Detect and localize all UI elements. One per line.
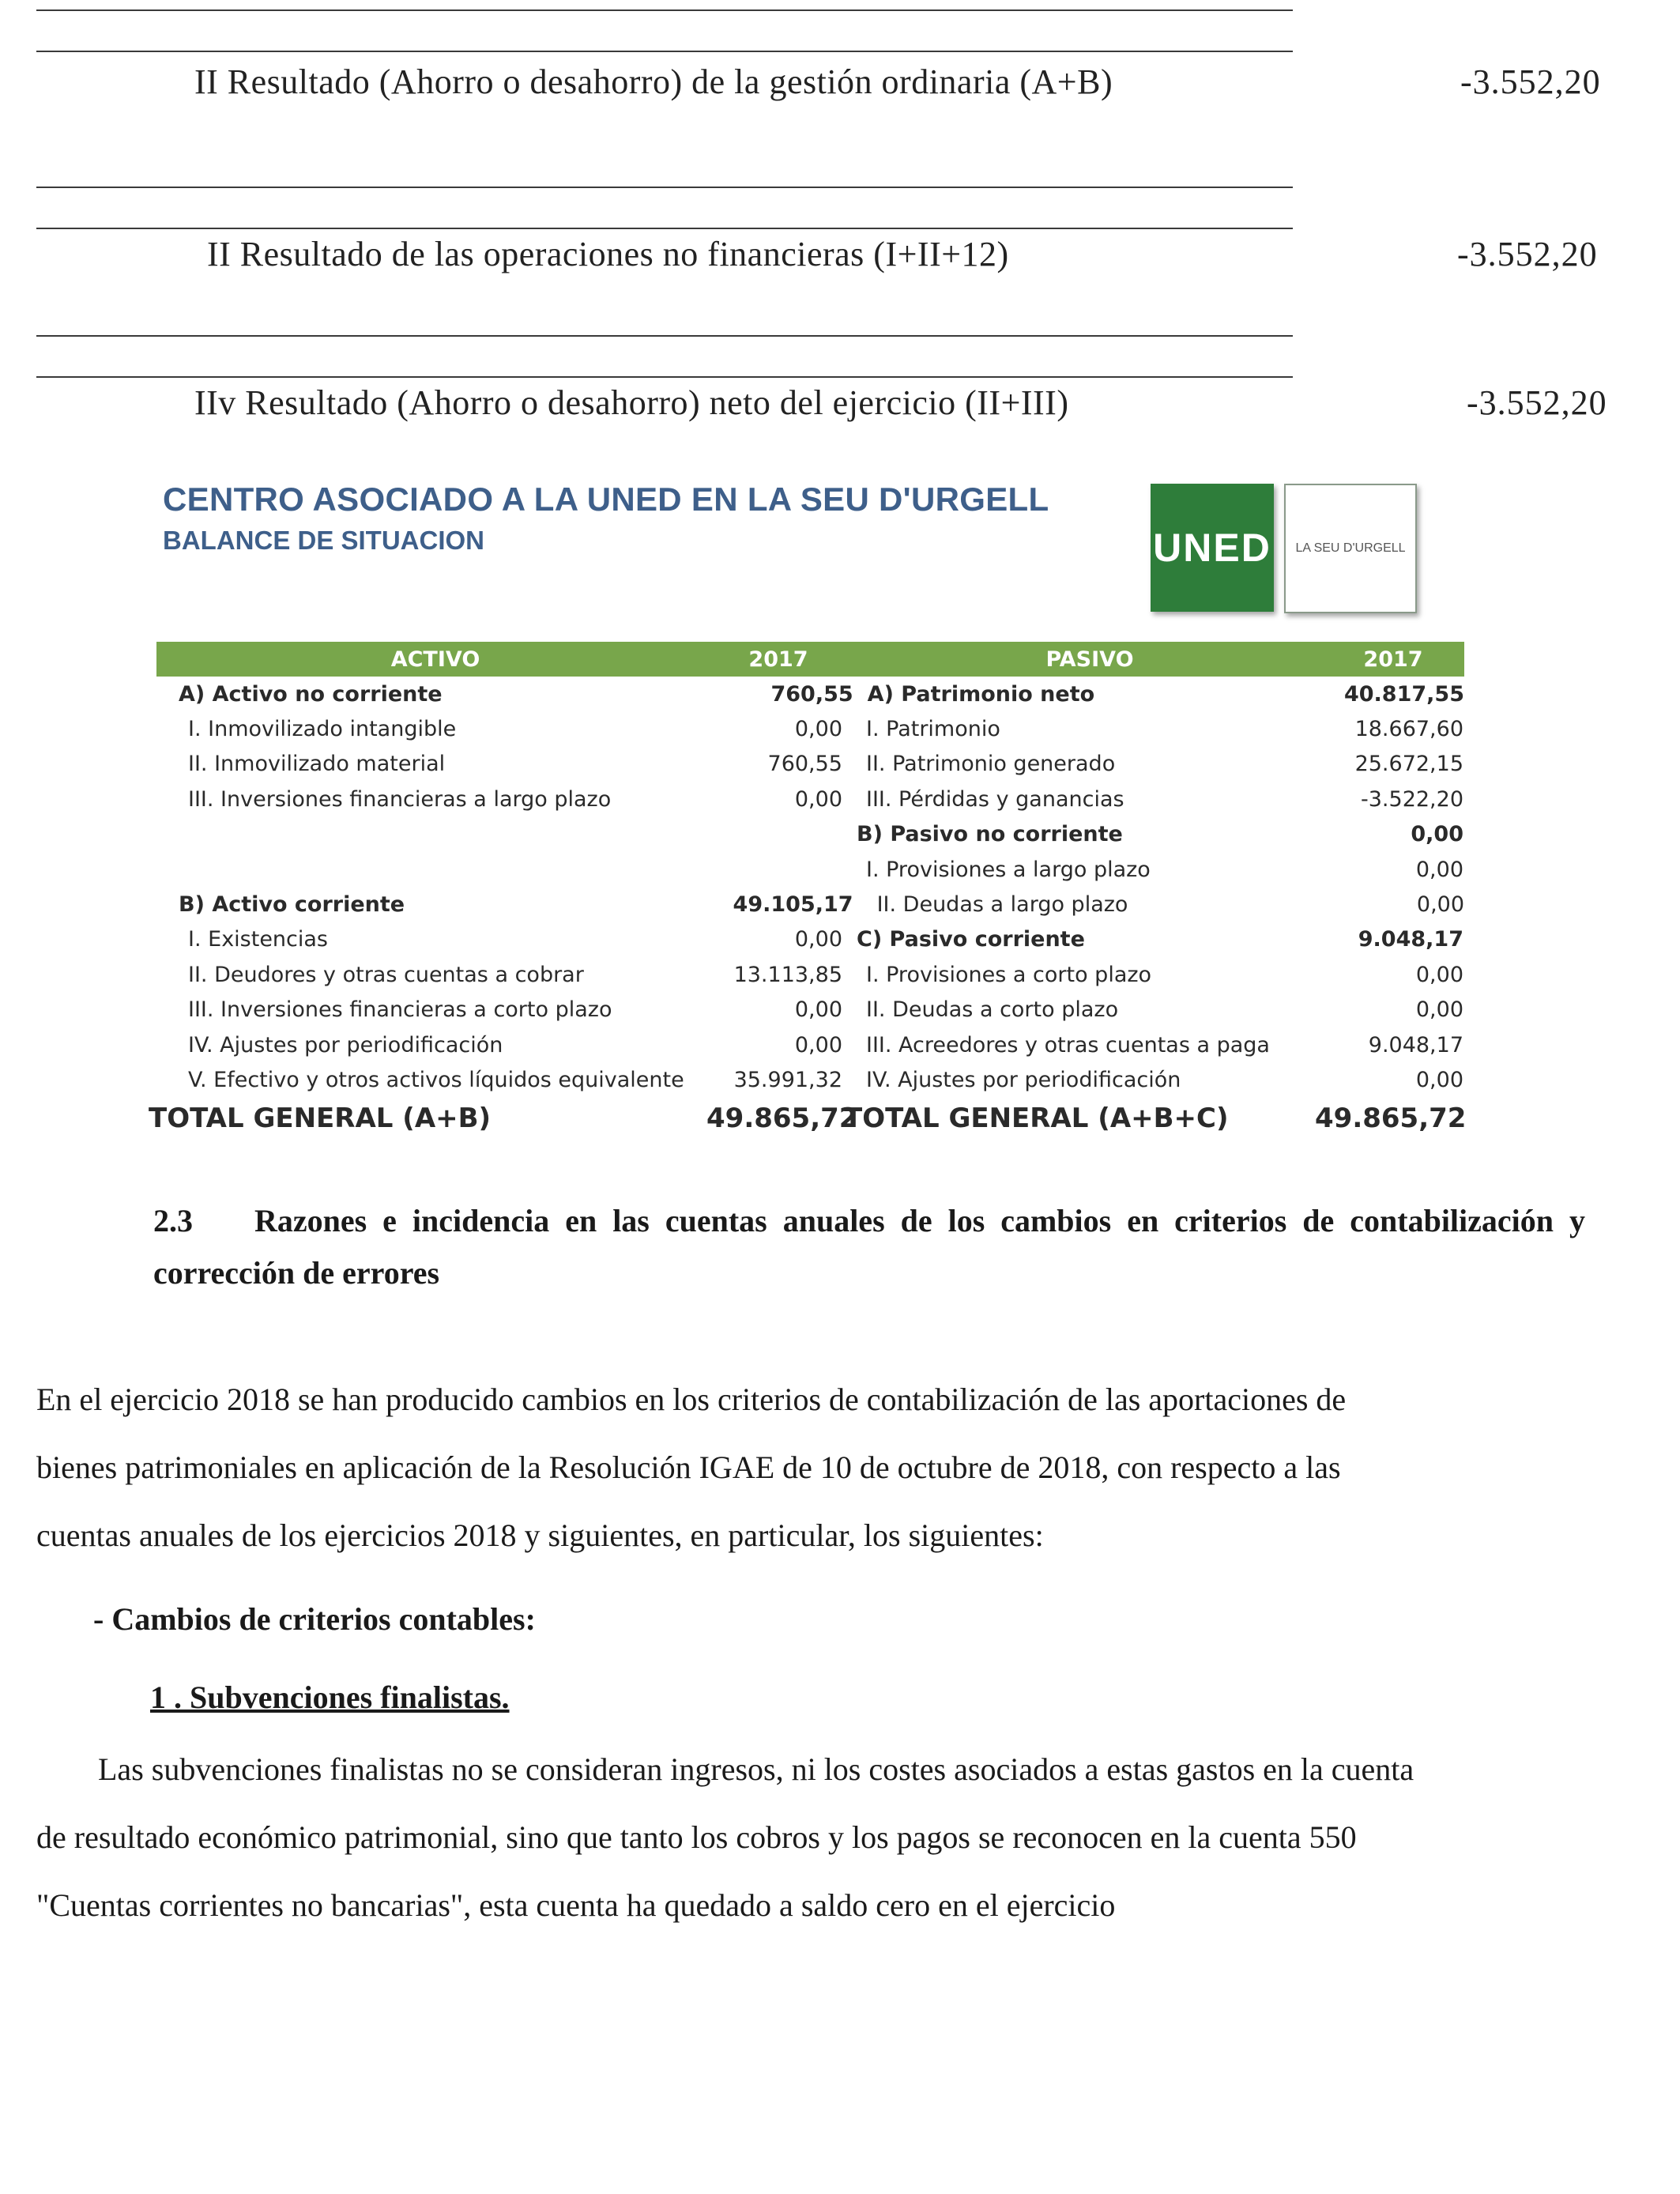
balance-header <box>156 642 1464 677</box>
pasivo-label: B) Pasivo no corriente <box>857 822 1123 847</box>
pasivo-label: C) Pasivo corriente <box>857 927 1085 952</box>
activo-label: II. Deudores y otras cuentas a cobrar <box>188 962 584 987</box>
activo-value: 0,00 <box>794 1032 842 1057</box>
pasivo-label: A) Patrimonio neto <box>867 681 1095 707</box>
pasivo-label: I. Provisiones a corto plazo <box>866 962 1152 987</box>
balance-row <box>156 922 1464 957</box>
total-pasivo-label: TOTAL GENERAL (A+B+C) <box>844 1102 1229 1134</box>
balance-row <box>156 1027 1464 1062</box>
activo-label: A) Activo no corriente <box>179 681 443 707</box>
total-activo-label: TOTAL GENERAL (A+B) <box>149 1102 492 1134</box>
balance-row <box>156 1062 1464 1097</box>
activo-label: I. Inmovilizado intangible <box>188 717 457 742</box>
balance-total-row <box>149 1098 1467 1139</box>
divider <box>36 9 1293 11</box>
divider <box>36 228 1293 229</box>
result-label-no-financieras: II Resultado de las operaciones no financieras (I+II+12) <box>207 235 1009 273</box>
header-year-activo: 2017 <box>748 647 808 672</box>
pasivo-value: -3.522,20 <box>1361 786 1463 812</box>
activo-value: 760,55 <box>767 752 842 777</box>
pasivo-value: 0,00 <box>1411 822 1463 847</box>
balance-row <box>156 852 1464 887</box>
divider <box>36 187 1293 188</box>
balance-row <box>156 957 1464 992</box>
balance-row <box>156 993 1464 1027</box>
divider <box>36 335 1293 337</box>
section-heading <box>153 1195 1585 1299</box>
balance-title: CENTRO ASOCIADO A LA UNED EN LA SEU D'URGELL <box>163 481 1049 518</box>
pasivo-value: 0,00 <box>1415 857 1463 882</box>
pasivo-label: IV. Ajustes por periodificación <box>866 1067 1181 1092</box>
paragraph-line: cuentas anuales de los ejercicios 2018 y siguientes, en particular, los siguientes: <box>36 1517 1044 1553</box>
balance-row <box>156 747 1464 782</box>
activo-value: 35.991,32 <box>733 1067 842 1092</box>
total-pasivo-value: 49.865,72 <box>1315 1102 1467 1134</box>
criteria-heading: - Cambios de criterios contables: <box>93 1601 536 1637</box>
activo-value: 760,55 <box>770 681 853 707</box>
paragraph-line: En el ejercicio 2018 se han producido cambios en los criterios de contabilización de las aportaciones de <box>36 1382 1347 1417</box>
pasivo-value: 25.672,15 <box>1354 752 1463 777</box>
pasivo-value: 0,00 <box>1415 962 1463 987</box>
total-activo-value: 49.865,72 <box>706 1102 858 1134</box>
pasivo-label: II. Patrimonio generado <box>866 752 1116 777</box>
balance-subtitle: BALANCE DE SITUACION <box>163 526 485 555</box>
activo-label: IV. Ajustes por periodificación <box>188 1032 503 1057</box>
result-value-no-financieras: -3.552,20 <box>1457 235 1598 273</box>
pasivo-label: II. Deudas a corto plazo <box>866 997 1119 1023</box>
paragraph-line: "Cuentas corrientes no bancarias", esta cuenta ha quedado a saldo cero en el ejercicio <box>36 1887 1116 1923</box>
divider <box>36 51 1293 52</box>
uned-logo <box>1151 484 1274 612</box>
activo-label: I. Existencias <box>188 927 329 952</box>
activo-label: III. Inversiones financieras a corto plazo <box>188 997 612 1023</box>
activo-value: 13.113,85 <box>733 962 842 987</box>
activo-label: B) Activo corriente <box>179 892 405 918</box>
section-title: Razones e incidencia en las cuentas anuales de los cambios en criterios de contabilización y corrección de errores <box>153 1203 1585 1291</box>
uned-logo-text: UNED <box>1153 526 1271 570</box>
activo-value: 0,00 <box>794 997 842 1023</box>
balance-table <box>149 642 1467 1139</box>
paragraph-criterios <box>36 1366 1609 1570</box>
paragraph-line: bienes patrimoniales en aplicación de la Resolución IGAE de 10 de octubre de 2018, con respecto a las <box>36 1449 1341 1485</box>
header-year-pasivo: 2017 <box>1363 647 1423 672</box>
pasivo-value: 0,00 <box>1415 997 1463 1023</box>
pasivo-label: I. Patrimonio <box>866 717 1000 742</box>
result-label-ordinaria: II Resultado (Ahorro o desahorro) de la gestión ordinaria (A+B) <box>194 62 1113 101</box>
pasivo-value: 18.667,60 <box>1354 717 1463 742</box>
activo-value: 0,00 <box>794 786 842 812</box>
activo-value: 0,00 <box>794 717 842 742</box>
pasivo-label: III. Pérdidas y ganancias <box>866 786 1124 812</box>
balance-row <box>156 817 1464 852</box>
activo-value: 0,00 <box>794 927 842 952</box>
activo-value: 49.105,17 <box>733 892 853 918</box>
balance-body <box>156 677 1464 1098</box>
divider <box>36 376 1293 378</box>
pasivo-value: 0,00 <box>1416 892 1465 918</box>
balance-row <box>156 887 1464 922</box>
activo-label: II. Inmovilizado material <box>188 752 446 777</box>
pasivo-label: I. Provisiones a largo plazo <box>866 857 1151 882</box>
balance-row <box>156 782 1464 816</box>
paragraph-subvenciones <box>36 1736 1609 1940</box>
pasivo-label: II. Deudas a largo plazo <box>876 892 1128 918</box>
header-activo: ACTIVO <box>390 647 480 672</box>
balance-row <box>156 677 1464 711</box>
result-value-ordinaria: -3.552,20 <box>1460 62 1601 101</box>
result-value-neto: -3.552,20 <box>1467 383 1607 422</box>
activo-label: III. Inversiones financieras a largo plazo <box>188 786 612 812</box>
section-number: 2.3 <box>153 1203 193 1238</box>
pasivo-value: 0,00 <box>1415 1067 1463 1092</box>
pasivo-label: III. Acreedores y otras cuentas a paga <box>866 1032 1270 1057</box>
paragraph-line: de resultado económico patrimonial, sino que tanto los cobros y los pagos se reconocen en la cuenta 550 <box>36 1819 1357 1855</box>
pasivo-value: 9.048,17 <box>1358 927 1463 952</box>
balance-row <box>156 711 1464 746</box>
paragraph-line: Las subvenciones finalistas no se consideran ingresos, ni los costes asociados a estas gastos en la cuenta <box>98 1751 1414 1787</box>
pasivo-value: 9.048,17 <box>1368 1032 1463 1057</box>
seu-urgell-logo-text: LA SEU D'URGELL <box>1295 541 1406 555</box>
result-label-neto: IIv Resultado (Ahorro o desahorro) neto del ejercicio (II+III) <box>194 383 1069 422</box>
header-pasivo: PASIVO <box>1045 647 1134 672</box>
seu-urgell-logo <box>1284 484 1417 613</box>
activo-label: V. Efectivo y otros activos líquidos equivalente <box>188 1067 684 1092</box>
subheading-subvenciones: 1 . Subvenciones finalistas. <box>150 1679 510 1715</box>
pasivo-value: 40.817,55 <box>1343 681 1464 707</box>
